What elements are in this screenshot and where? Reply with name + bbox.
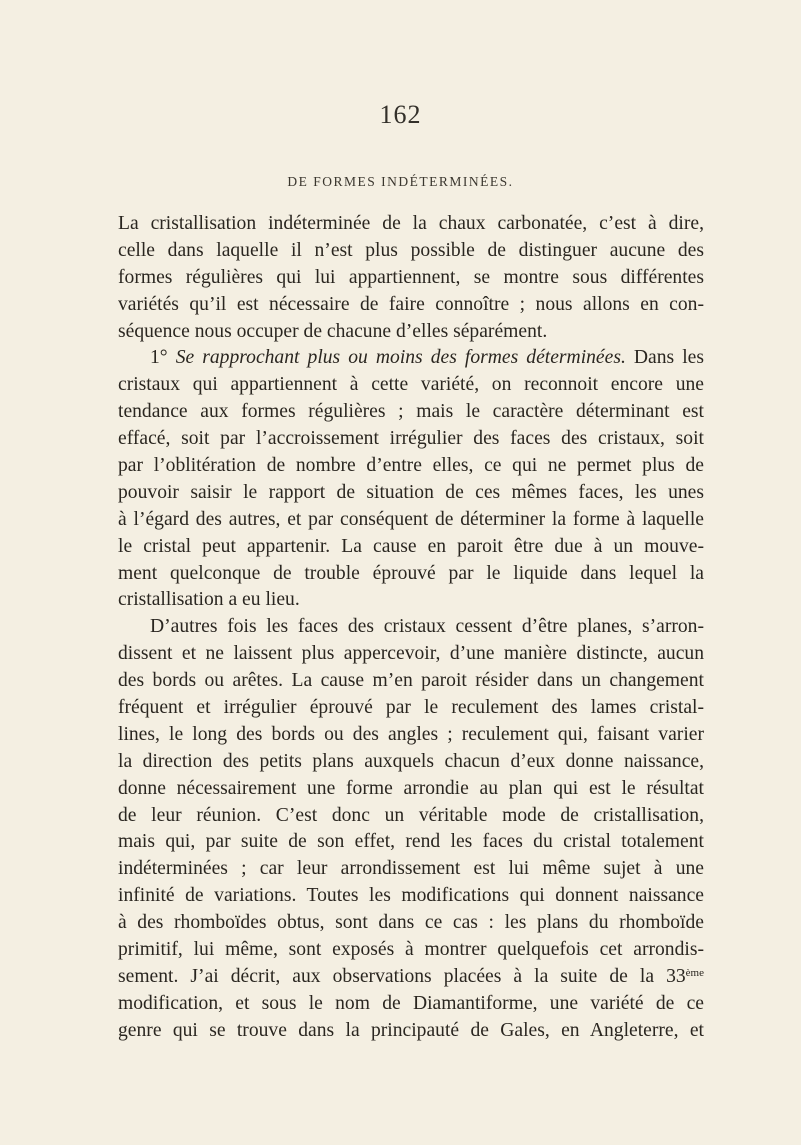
text-line: tendance aux formes régulières ; mais le caractère déterminant est bbox=[118, 401, 704, 423]
text-line-main: sement. J’ai décrit, aux observations placées à la suite de la 33 bbox=[118, 965, 686, 987]
text-line: variétés qu’il est nécessaire de faire connoître ; nous allons en con- bbox=[118, 293, 704, 315]
text-line: modification, et sous le nom de Diamantiforme, une variété de ce bbox=[118, 992, 704, 1014]
text-line: D’autres fois les faces des cristaux cessent d’être planes, s’arron- bbox=[150, 616, 704, 638]
section-line-continuation: Dans les bbox=[625, 347, 704, 369]
ordinal-superscript: ème bbox=[685, 966, 704, 979]
text-line: cristaux qui appartiennent à cette variété, on reconnoit encore une bbox=[118, 374, 704, 396]
text-line bbox=[118, 964, 704, 991]
text-line: ment quelconque de trouble éprouvé par le liquide dans lequel la bbox=[118, 562, 704, 584]
text-line: à l’égard des autres, et par conséquent de déterminer la forme à laquelle bbox=[118, 508, 704, 530]
text-line: effacé, soit par l’accroissement irrégulier des faces des cristaux, soit bbox=[118, 428, 704, 450]
text-line: fréquent et irrégulier éprouvé par le reculement des lames cristal- bbox=[118, 697, 704, 719]
section-number: 1° bbox=[150, 347, 176, 369]
text-line: la direction des petits plans auxquels chacun d’eux donne naissance, bbox=[118, 750, 704, 772]
text-line: mais qui, par suite de son effet, rend les faces du cristal totalement bbox=[118, 831, 704, 853]
running-head: DE FORMES INDÉTERMINÉES. bbox=[287, 174, 514, 189]
text-line: indéterminées ; car leur arrondissement est lui même sujet à une bbox=[118, 858, 704, 880]
text-line: pouvoir saisir le rapport de situation de ces mêmes faces, les unes bbox=[118, 481, 704, 503]
text-line: infinité de variations. Toutes les modifications qui donnent naissance bbox=[118, 885, 704, 907]
text-line: par l’oblitération de nombre d’entre elles, ce qui ne permet plus de bbox=[118, 455, 704, 477]
section-heading-line bbox=[118, 345, 704, 372]
text-line: celle dans laquelle il n’est plus possible de distinguer aucune des bbox=[118, 239, 704, 261]
text-line: à des rhomboïdes obtus, sont dans ce cas : les plans du rhomboïde bbox=[118, 912, 704, 934]
text-line: donne nécessairement une forme arrondie au plan qui est le résultat bbox=[118, 777, 704, 799]
page-number: 162 bbox=[379, 100, 422, 129]
text-line: cristallisation a eu lieu. bbox=[118, 589, 300, 611]
text-line: formes régulières qui lui appartiennent, se montre sous différentes bbox=[118, 266, 704, 288]
text-line: de leur réunion. C’est donc un véritable mode de cristallisation, bbox=[118, 804, 704, 826]
text-line: le cristal peut appartenir. La cause en paroit être due à un mouve- bbox=[118, 535, 704, 557]
text-line: La cristallisation indéterminée de la chaux carbonatée, c’est à dire, bbox=[118, 213, 704, 234]
section-title: Se rapprochant plus ou moins des formes déterminées. bbox=[175, 347, 626, 369]
text-line: primitif, lui même, sont exposés à montrer quelquefois cet arrondis- bbox=[118, 939, 704, 961]
text-line: genre qui se trouve dans la principauté de Gales, en Angleterre, et bbox=[118, 1019, 704, 1041]
text-line: séquence nous occuper de chacune d’elles séparément. bbox=[118, 320, 548, 342]
text-line: des bords ou arêtes. La cause m’en paroit résider dans un changement bbox=[118, 670, 704, 692]
body-text bbox=[118, 211, 704, 1045]
text-line: dissent et ne laissent plus appercevoir, d’une manière distincte, aucun bbox=[118, 643, 704, 665]
text-line: lines, le long des bords ou des angles ; reculement qui, faisant varier bbox=[118, 723, 704, 745]
